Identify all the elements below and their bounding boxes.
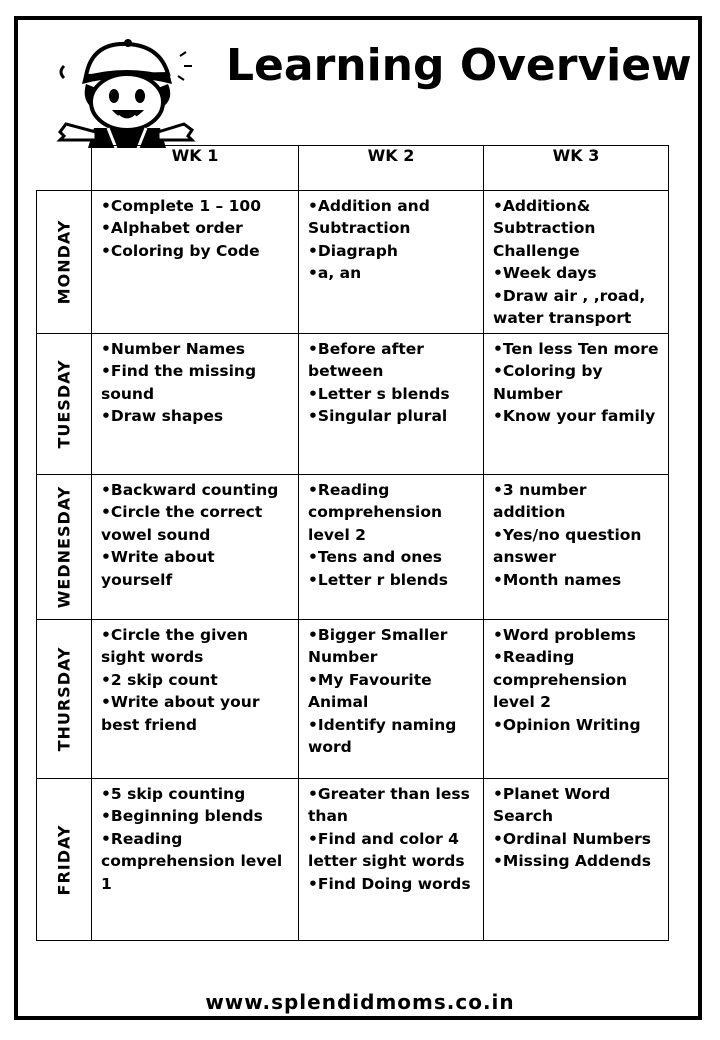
row-monday [37, 191, 669, 334]
list-item: •Letter r blends [308, 570, 448, 589]
day-cell [37, 620, 92, 779]
day-cell [37, 334, 92, 475]
list-item: •Reading comprehension level 2 [308, 481, 443, 544]
list-item: •Identify naming word [308, 715, 457, 757]
row-thursday [37, 620, 669, 779]
list-item: •Letter s blends [308, 384, 450, 403]
list-item: •Planet Word Search [493, 785, 611, 826]
list-item: •Ten less Ten more [493, 340, 659, 358]
cell-fri-wk1 [92, 779, 299, 941]
cell-wed-wk3 [484, 475, 669, 620]
list-item: •Diagraph [308, 241, 398, 260]
cell-mon-wk3 [484, 191, 669, 334]
cartoon-boy-icon [56, 36, 196, 148]
cell-thu-wk1 [92, 620, 299, 779]
cell-tue-wk2 [299, 334, 484, 475]
column-header-wk1: WK 1 [92, 146, 299, 191]
list-item: •Draw air , ,road, water transport [493, 286, 646, 328]
list-item: •Coloring by Code [101, 241, 260, 260]
list-item: •Write about your best friend [101, 693, 260, 734]
list-item: •Circle the correct vowel sound [101, 503, 263, 544]
list-item: •My Favourite Animal [308, 670, 432, 712]
list-item: •5 skip counting [101, 785, 246, 803]
list-item: •Reading comprehension level 1 [101, 829, 283, 893]
list-item: •Bigger Smaller Number [308, 626, 448, 667]
list-item: •Circle the given sight words [101, 626, 249, 667]
list-item: •Greater than less than [308, 785, 470, 826]
overview-table [36, 145, 669, 941]
day-cell [37, 475, 92, 620]
cell-thu-wk3 [484, 620, 669, 779]
column-header-wk2: WK 2 [299, 146, 484, 191]
list-item: •Find Doing words [308, 874, 471, 893]
list-item: •Alphabet order [101, 219, 243, 238]
list-item: •Before after between [308, 340, 424, 381]
list-item: •Find and color 4 letter sight words [308, 829, 465, 871]
cell-wed-wk2 [299, 475, 484, 620]
row-friday [37, 779, 669, 941]
list-item: •Month names [493, 570, 622, 589]
header-row [37, 146, 669, 191]
day-cell [37, 191, 92, 334]
corner-cell [37, 146, 92, 191]
list-item: •a, an [308, 264, 362, 283]
day-label: MONDAY [54, 219, 74, 305]
cell-fri-wk3 [484, 779, 669, 941]
list-item: •Reading comprehension level 2 [493, 648, 628, 712]
row-wednesday [37, 475, 669, 620]
list-item: •Addition& Subtraction Challenge [493, 197, 596, 260]
page-title: Learning Overview [226, 40, 692, 91]
list-item: •Know your family [493, 407, 656, 426]
day-label: TUESDAY [54, 359, 74, 449]
list-item: •Complete 1 – 100 [101, 197, 262, 215]
cell-tue-wk1 [92, 334, 299, 475]
row-tuesday [37, 334, 669, 475]
list-item: •2 skip count [101, 670, 218, 689]
day-label: THURSDAY [54, 646, 74, 752]
cell-mon-wk1 [92, 191, 299, 334]
list-item: •Find the missing sound [101, 362, 257, 403]
column-header-wk3: WK 3 [484, 146, 669, 191]
website-url[interactable]: www.splendidmoms.co.in [205, 990, 515, 1014]
list-item: •Addition and Subtraction [308, 197, 430, 238]
cell-fri-wk2 [299, 779, 484, 941]
cell-mon-wk2 [299, 191, 484, 334]
list-item: •Coloring by Number [493, 362, 603, 403]
list-item: •Draw shapes [101, 407, 224, 426]
list-item: •Week days [493, 264, 597, 283]
list-item: •Backward counting [101, 481, 279, 499]
day-label: FRIDAY [54, 824, 74, 895]
list-item: •Write about yourself [101, 548, 215, 589]
cell-tue-wk3 [484, 334, 669, 475]
list-item: •Yes/no question answer [493, 525, 642, 567]
list-item: •Opinion Writing [493, 715, 641, 734]
list-item: •Missing Addends [493, 852, 651, 871]
day-label: WEDNESDAY [54, 485, 74, 609]
day-cell [37, 779, 92, 941]
list-item: •Beginning blends [101, 807, 263, 826]
list-item: •Tens and ones [308, 548, 442, 567]
list-item: •Word problems [493, 626, 636, 644]
list-item: •Singular plural [308, 407, 448, 426]
list-item: •Ordinal Numbers [493, 829, 651, 848]
cell-thu-wk2 [299, 620, 484, 779]
cell-wed-wk1 [92, 475, 299, 620]
list-item: •3 number addition [493, 481, 587, 522]
list-item: •Number Names [101, 340, 246, 358]
